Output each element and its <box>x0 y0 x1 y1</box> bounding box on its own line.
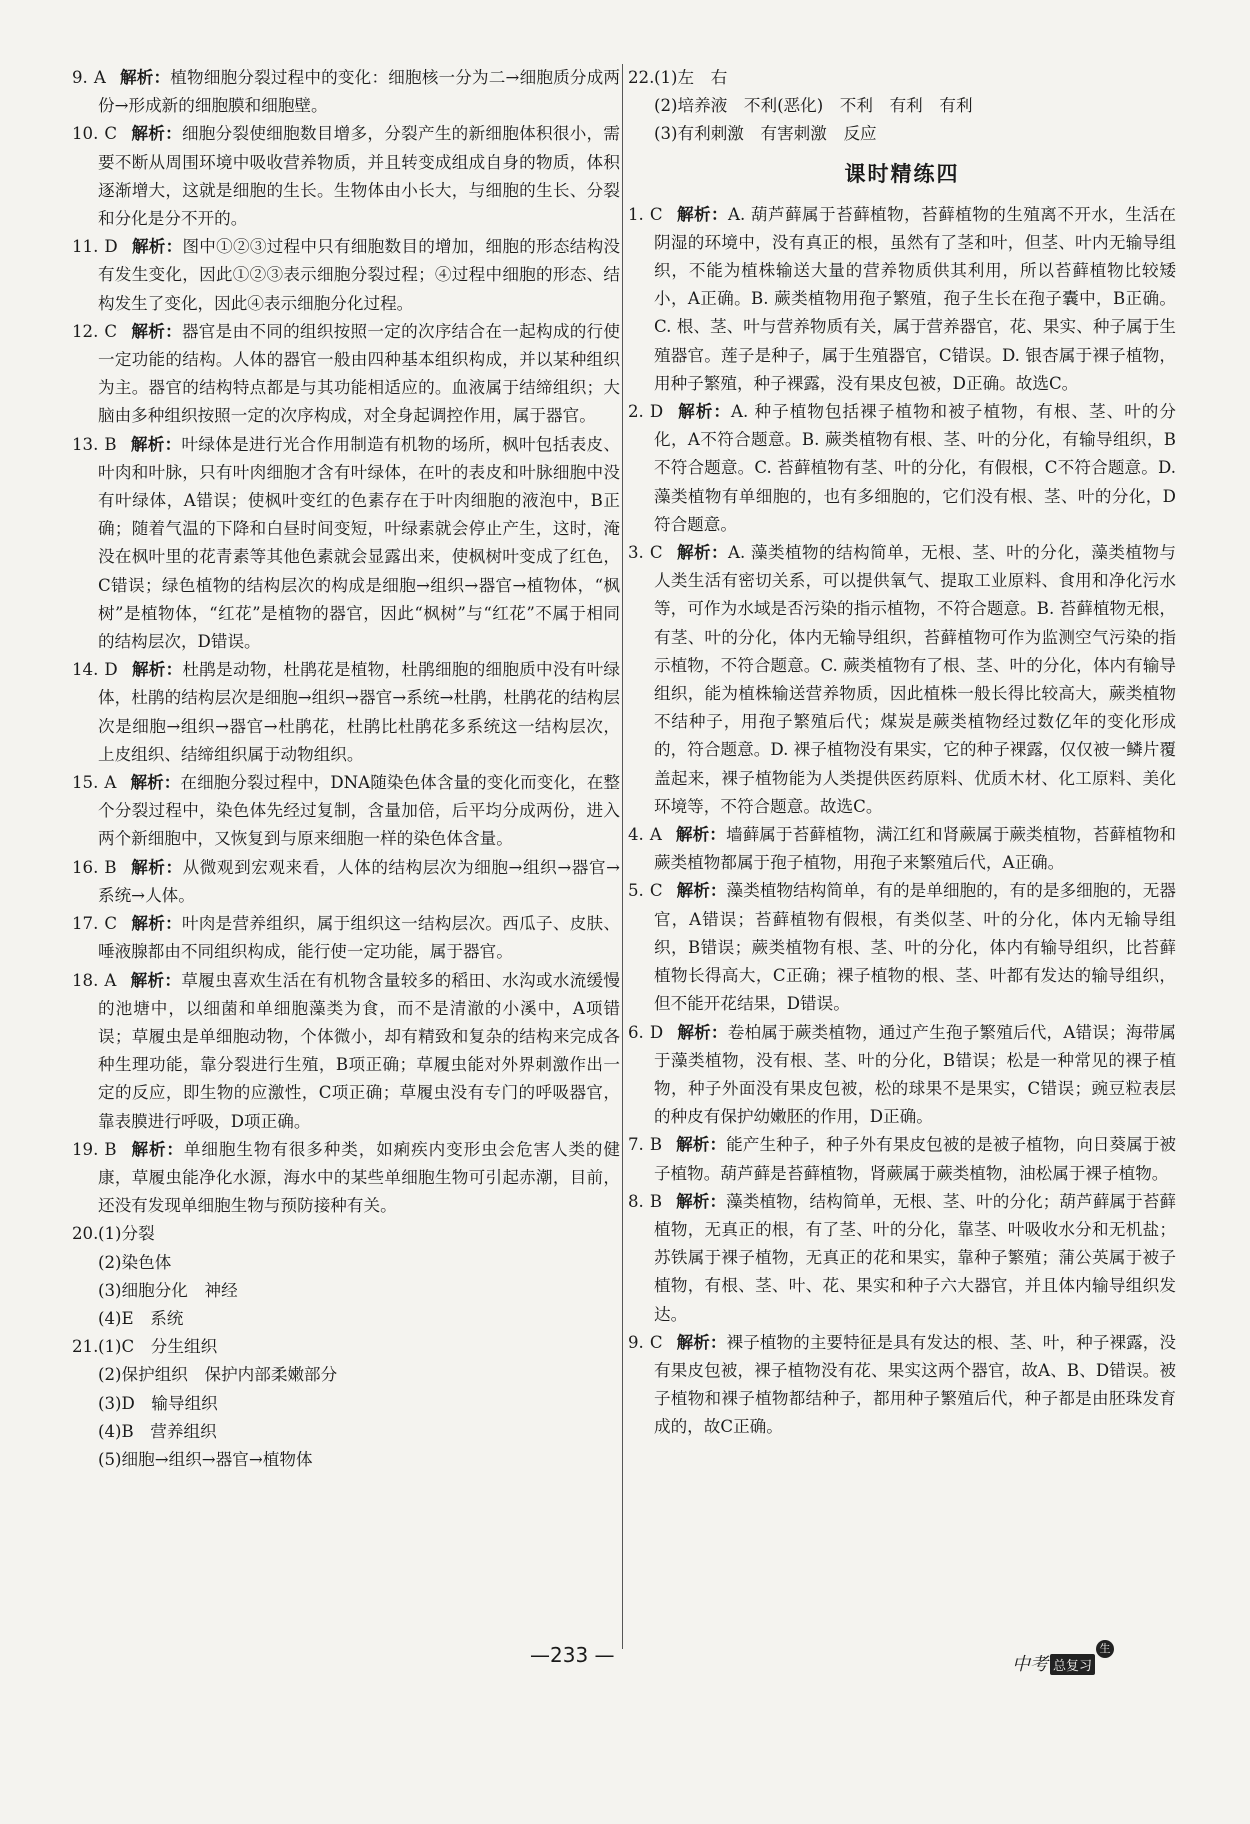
answer-label: 解析： <box>675 825 726 845</box>
answer-text: 图中①②③过程中只有细胞数目的增加，细胞的形态结构没有发生变化，因此①②③表示细胞分裂过程；④过程中细胞的形态、结构发生了变化，因此④表示细胞分化过程。 <box>98 237 621 313</box>
answer-subline <box>72 1249 620 1277</box>
section-title: 课时精练四 <box>844 161 960 186</box>
answer-text: 裸子植物的主要特征是具有发达的根、茎、叶，种子裸露，没有果皮包被，裸子植物没有花、果实这两个器官，故A、B、D错误。被子植物和裸子植物都结种子，都用种子繁殖后代，种子都是由胚珠发育成的，故C正确。 <box>654 1332 1176 1437</box>
answer-ans: D <box>649 1022 664 1042</box>
answer-item <box>628 64 1176 92</box>
answer-item <box>72 1136 620 1221</box>
answer-text: A. 种子植物包括裸子植物和被子植物，有根、茎、叶的分化，A不符合题意。B. 蕨类植物有根、茎、叶的分化，有输导组织，B不符合题意。C. 苔藓植物有茎、叶的分化，有假根，C不符合题意。D. 藻类植物有单细胞的，也有多细胞的，它们没有根、茎、叶的分化，D符合题意。 <box>654 402 1176 534</box>
answer-label: 解析： <box>676 1135 727 1155</box>
answer-ans: D <box>649 402 664 422</box>
answer-text: 草履虫喜欢生活在有机物含量较多的稻田、水沟或水流缓慢的池塘中，以细菌和单细胞藻类为食，而不是清澈的小溪中，A项错误；草履虫是单细胞动物，个体微小，却有精致和复杂的结构来完成各种生理功能，靠分裂进行生殖，B项正确；草履虫能对外界刺激作出一定的反应，即生物的应激性，C项正确；草履虫没有专门的呼吸器官，靠表膜进行呼吸，D项正确。 <box>98 970 621 1131</box>
answer-item <box>72 431 620 657</box>
answer-subline <box>628 120 1176 148</box>
answer-num: 16. <box>72 857 99 877</box>
column-divider <box>622 64 623 1649</box>
answer-ans: C <box>649 543 663 563</box>
answer-ans: C <box>104 914 118 934</box>
answer-line: (3)有利刺激 有害刺激 反应 <box>654 124 877 144</box>
answer-line: (2)染色体 <box>98 1252 172 1272</box>
answer-label: 解析： <box>676 881 727 901</box>
answer-item <box>72 318 620 431</box>
answer-num: 7. <box>628 1135 644 1155</box>
answer-label: 解析： <box>676 1191 727 1211</box>
answer-label: 解析： <box>131 237 183 257</box>
page-number: —233 — <box>530 1643 615 1667</box>
answer-subline <box>72 1277 620 1305</box>
answer-ans: C <box>104 321 118 341</box>
answer-num: 9. <box>72 68 88 87</box>
answer-label: 解析： <box>676 543 729 563</box>
answer-num: 13. <box>72 434 99 454</box>
answer-line: (1)C 分生组织 <box>98 1337 218 1357</box>
answer-label: 解析： <box>130 1139 184 1159</box>
answer-item <box>72 1333 620 1361</box>
answer-num: 9. <box>628 1332 644 1352</box>
answer-label: 解析： <box>131 124 182 144</box>
answer-text: 藻类植物，结构简单，无根、茎、叶的分化；葫芦藓属于苔藓植物，无真正的根，有了茎、叶的分化，靠茎、叶吸收水分和无机盐；苏铁属于裸子植物，无真正的花和果实，靠种子繁殖；蒲公英属于被子植物，有根、茎、叶、花、果实和种子六大器官，并且体内输导组织发达。 <box>654 1191 1177 1324</box>
answer-num: 14. <box>72 660 99 680</box>
answer-ans: A <box>93 68 106 87</box>
answer-text: A. 藻类植物的结构简单，无根、茎、叶的分化，藻类植物与人类生活有密切关系，可以提供氧气、提取工业原料、食用和净化污水等，可作为水域是否污染的指示植物，不符合题意。B. 苔藓植物无根，有茎、叶的分化，体内无输导组织，苔藓植物可作为监测空气污染的指示植物，不符合题意。C. 蕨类植物有了根、茎、叶的分化，体内有输导组织，能为植株输送营养物质，因此植株一般长得比较高大，蕨类植物不结种子，用孢子繁殖后代；煤炭是蕨类植物经过数亿年的变化形成的，符合题意。D. 裸子植物没有果实，它的种子裸露，仅仅被一鳞片覆盖起来，裸子植物能为人类提供医药原料、优质木材、化工原料、美化环境等，不符合题意。故选C。 <box>654 543 1176 816</box>
answer-ans: C <box>649 204 663 224</box>
answer-item <box>72 120 620 233</box>
answer-ans: B <box>104 434 117 454</box>
answer-ans: C <box>104 124 118 144</box>
answer-label: 解析： <box>130 970 182 990</box>
answer-num: 1. <box>628 204 644 224</box>
answer-ans: C <box>649 1332 663 1352</box>
answer-ans: B <box>104 1139 117 1159</box>
answer-text: 杜鹃是动物，杜鹃花是植物，杜鹃细胞的细胞质中没有叶绿体，杜鹃的结构层次是细胞→组织→器官→系统→杜鹃，杜鹃花的结构层次是细胞→组织→器官→杜鹃花，杜鹃比杜鹃花多系统这一结构层次，上皮组织、结缔组织属于动物组织。 <box>98 660 621 764</box>
answer-label: 解析： <box>676 1332 727 1352</box>
answer-subline <box>72 1418 620 1446</box>
answer-ans: D <box>104 660 118 680</box>
answer-line: (2)保护组织 保护内部柔嫩部分 <box>98 1365 338 1385</box>
answer-num: 20. <box>72 1224 99 1244</box>
answer-item <box>72 233 620 318</box>
answer-subline <box>72 1390 620 1418</box>
answer-label: 解析： <box>676 204 729 224</box>
answer-line: (4)B 营养组织 <box>98 1421 217 1441</box>
answer-label: 解析： <box>131 660 183 680</box>
answer-ans: B <box>104 857 117 877</box>
answer-num: 22. <box>628 68 655 87</box>
answer-item <box>628 821 1176 877</box>
answer-label: 解析： <box>131 914 182 934</box>
answer-line: (1)左 右 <box>654 68 728 87</box>
answer-item <box>72 910 620 966</box>
answer-ans: A <box>104 970 117 990</box>
answer-num: 12. <box>72 321 99 341</box>
answer-num: 18. <box>72 970 99 990</box>
answer-ans: D <box>104 237 118 257</box>
answer-num: 21. <box>72 1337 99 1357</box>
answer-item <box>72 656 620 769</box>
answer-subline <box>628 92 1176 120</box>
answer-ans: A <box>649 825 662 845</box>
answer-item <box>628 539 1176 821</box>
answer-num: 8. <box>628 1191 644 1211</box>
answer-text: 在细胞分裂过程中，DNA随染色体含量的变化而变化，在整个分裂过程中，染色体先经过复制，含量加倍，后平均分成两份，进入两个新细胞中，又恢复到与原来细胞一样的染色体含量。 <box>98 773 621 849</box>
answer-num: 11. <box>72 237 99 257</box>
answer-text: 植物细胞分裂过程中的变化：细胞核一分为二→细胞质分成两份→形成新的细胞膜和细胞壁。 <box>98 68 621 116</box>
right-column <box>628 64 1176 1442</box>
answer-text: 叶绿体是进行光合作用制造有机物的场所，枫叶包括表皮、叶肉和叶脉，只有叶肉细胞才含有叶绿体，在叶的表皮和叶脉细胞中没有叶绿体，A错误；使枫叶变红的色素存在于叶肉细胞的液泡中，B正确；随着气温的下降和白昼时间变短，叶绿素就会停止产生，这时，淹没在枫叶里的花青素等其他色素就会显露出来，使枫树叶变成了红色，C错误；绿色植物的结构层次的构成是细胞→组织→器官→植物体，“枫树”是植物体，“红花”是植物的器官，因此“枫树”与“红花”不属于相同的结构层次，D错误。 <box>98 434 621 652</box>
answer-text: 叶肉是营养组织，属于组织这一结构层次。西瓜子、皮肤、唾液腺都由不同组织构成，能行使一定功能，属于器官。 <box>98 914 621 962</box>
logo-circle: 生物 <box>1096 1640 1114 1658</box>
answer-item <box>72 967 620 1136</box>
answer-item <box>628 1131 1176 1187</box>
answer-subline <box>72 1361 620 1389</box>
answer-text: 从微观到宏观来看，人体的结构层次为细胞→组织→器官→系统→人体。 <box>98 857 620 905</box>
answer-label: 解析： <box>131 321 182 341</box>
answer-num: 17. <box>72 914 99 934</box>
answer-num: 5. <box>628 881 644 901</box>
answer-ans: B <box>649 1135 663 1155</box>
answer-line: (3)D 输导组织 <box>98 1393 218 1413</box>
answer-num: 6. <box>628 1022 644 1042</box>
answer-line: (5)细胞→组织→器官→植物体 <box>98 1449 313 1469</box>
answer-num: 19. <box>72 1139 99 1159</box>
answer-label: 解析： <box>130 773 181 793</box>
answer-ans: A <box>104 773 117 793</box>
answer-text: A. 葫芦藓属于苔藓植物，苔藓植物的生殖离不开水，生活在阴湿的环境中，没有真正的根，虽然有了茎和叶，但茎、叶内无输导组织，不能为植株输送大量的营养物质供其利用，所以苔藓植物比较矮小，A正确。B. 蕨类植物用孢子繁殖，孢子生长在孢子囊中，B正确。C. 根、茎、叶与营养物质有关，属于营养器官，花、果实、种子属于生殖器官。莲子是种子，属于生殖器官，C错误。D. 银杏属于裸子植物，用种子繁殖，种子裸露，没有果皮包被，D正确。故选C。 <box>654 204 1176 393</box>
answer-ans: C <box>649 881 663 901</box>
answer-line: (3)细胞分化 神经 <box>98 1280 238 1300</box>
answer-label: 解析： <box>677 402 731 422</box>
answer-num: 2. <box>628 402 644 422</box>
answer-item <box>72 769 620 854</box>
answer-item <box>628 877 1176 1018</box>
answer-text: 细胞分裂使细胞数目增多，分裂产生的新细胞体积很小，需要不断从周围环境中吸收营养物质，并且转变成组成自身的物质，体积逐渐增大，这就是细胞的生长。生物体由小长大，与细胞的生长、分裂和分化是分不开的。 <box>98 124 621 229</box>
logo-box: 总复习 <box>1050 1654 1095 1675</box>
answer-label: 解析： <box>130 434 182 454</box>
answer-num: 4. <box>628 825 644 845</box>
answer-item <box>72 854 620 910</box>
answer-label: 解析： <box>130 857 183 877</box>
answer-text: 能产生种子，种子外有果皮包被的是被子植物，向日葵属于被子植物。葫芦藓是苔藓植物，肾蕨属于蕨类植物，油松属于裸子植物。 <box>654 1135 1177 1183</box>
answer-item <box>72 1220 620 1248</box>
answer-text: 藻类植物结构简单，有的是单细胞的，有的是多细胞的，无器官，A错误；苔藓植物有假根，有类似茎、叶的分化，体内无输导组织，B错误；蕨类植物有根、茎、叶的分化，体内有输导组织，比苔藓植物长得高大，C正确；裸子植物的根、茎、叶都有发达的输导组织，但不能开花结果，D错误。 <box>654 881 1176 1014</box>
answer-line: (1)分裂 <box>98 1224 155 1244</box>
answer-item <box>628 1019 1176 1132</box>
answer-label: 解析： <box>677 1022 728 1042</box>
answer-line: (2)培养液 不利(恶化) 不利 有利 有利 <box>654 96 973 116</box>
answer-label: 解析： <box>119 68 171 87</box>
answer-text: 墙藓属于苔藓植物，满江红和肾蕨属于蕨类植物，苔藓植物和蕨类植物都属于孢子植物，用孢子来繁殖后代，A正确。 <box>654 825 1177 873</box>
answer-item <box>72 64 620 120</box>
answer-text: 单细胞生物有很多种类，如痢疾内变形虫会危害人类的健康，草履虫能净化水源，海水中的某些单细胞生物可引起赤潮，目前，还没有发现单细胞生物与预防接种有关。 <box>98 1139 621 1216</box>
answer-text: 卷柏属于蕨类植物，通过产生孢子繁殖后代，A错误；海带属于藻类植物，没有根、茎、叶的分化，B错误；松是一种常见的裸子植物，种子外面没有果皮包被，松的球果不是果实，C错误；豌豆粒表层的种皮有保护幼嫩胚的作用，D正确。 <box>654 1022 1177 1127</box>
answer-ans: B <box>649 1191 663 1211</box>
answer-text: 器官是由不同的组织按照一定的次序结合在一起构成的行使一定功能的结构。人体的器官一般由四种基本组织构成，并以某种组织为主。器官的结构特点都是与其功能相适应的。血液属于结缔组织；大脑由多种组织按照一定的次序构成，对全身起调控作用，属于器官。 <box>98 321 621 426</box>
answer-item <box>628 398 1176 539</box>
answer-item <box>628 201 1176 398</box>
answer-subline <box>72 1446 620 1474</box>
answer-num: 15. <box>72 773 99 793</box>
answer-line: (4)E 系统 <box>98 1308 184 1328</box>
answer-subline <box>72 1305 620 1333</box>
answer-item <box>628 1188 1176 1329</box>
answer-num: 3. <box>628 543 644 563</box>
book-logo <box>1012 1640 1114 1676</box>
logo-text: 中考 <box>1012 1654 1048 1675</box>
answer-num: 10. <box>72 124 99 144</box>
answer-item <box>628 1329 1176 1442</box>
left-column <box>72 64 620 1474</box>
